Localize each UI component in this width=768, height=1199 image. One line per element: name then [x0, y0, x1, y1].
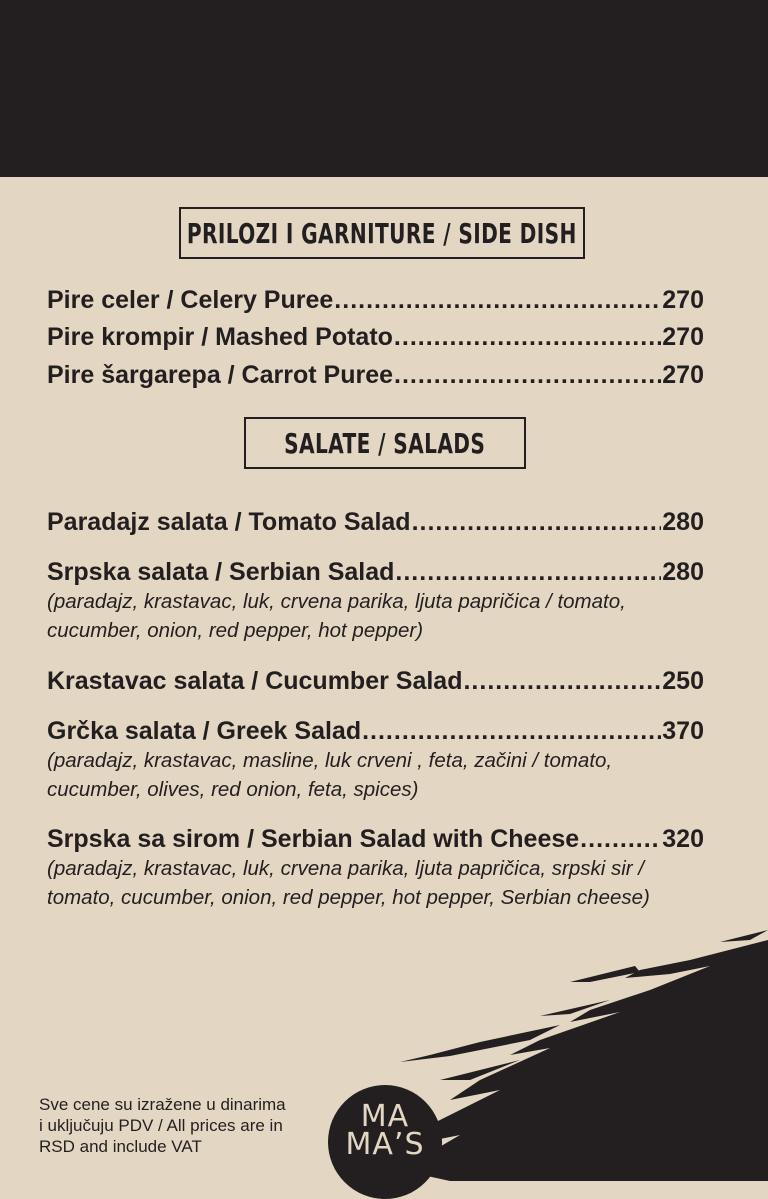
header-band: [0, 0, 768, 177]
item-price: 320: [662, 825, 704, 853]
item-price: 280: [662, 508, 704, 536]
menu-item-carrot-puree: [47, 360, 704, 390]
item-description: cucumber, onion, red pepper, hot pepper): [47, 619, 424, 642]
menu-item-serbian-salad-cheese: [47, 824, 704, 912]
item-description: tomato, cucumber, onion, red pepper, hot pepper, Serbian cheese): [47, 886, 650, 909]
menu-item-greek-salad: [47, 716, 704, 804]
dot-leader: [395, 557, 661, 587]
item-price: 270: [662, 361, 704, 389]
item-name: Paradajz salata / Tomato Salad: [47, 508, 411, 536]
item-description: (paradajz, krastavac, luk, crvena parika, ljuta papričica, srpski sir /: [47, 857, 645, 880]
item-name: Krastavac salata / Cucumber Salad: [47, 667, 463, 695]
item-price: 250: [662, 667, 704, 695]
menu-item-cucumber-salad: [47, 666, 704, 696]
item-name: Srpska sa sirom / Serbian Salad with Cheese: [47, 825, 580, 853]
price-note-line: RSD and include VAT: [39, 1137, 202, 1156]
item-description: cucumber, olives, red onion, feta, spices): [47, 778, 419, 801]
menu-item-mashed-potato: [47, 322, 704, 352]
section-title-salads: SALATE / SALADS: [244, 417, 526, 469]
dot-leader: [394, 322, 661, 352]
item-description: (paradajz, krastavac, luk, crvena parika, ljuta papričica / tomato,: [47, 590, 626, 613]
menu-item-celery-puree: [47, 285, 704, 315]
dot-leader: [362, 716, 661, 746]
item-name: Grčka salata / Greek Salad: [47, 717, 362, 745]
dot-leader: [412, 507, 662, 537]
item-name: Pire celer / Celery Puree: [47, 286, 334, 314]
logo-text-line: MA: [360, 1099, 410, 1134]
item-price: 280: [662, 558, 704, 586]
item-price: 370: [662, 717, 704, 745]
item-name: Pire šargarepa / Carrot Puree: [47, 361, 393, 389]
price-note-line: i uključuju PDV / All prices are in: [39, 1116, 283, 1135]
item-description: (paradajz, krastavac, masline, luk crveni , feta, začini / tomato,: [47, 749, 613, 772]
brush-stroke-decoration: [390, 930, 768, 1181]
price-note: [39, 1094, 319, 1157]
item-price: 270: [662, 323, 704, 351]
item-name: Srpska salata / Serbian Salad: [47, 558, 395, 586]
logo-text-line: MA’S: [345, 1127, 425, 1162]
dot-leader: [334, 285, 661, 315]
dot-leader: [580, 824, 661, 854]
menu-item-serbian-salad: [47, 557, 704, 645]
dot-leader: [463, 666, 661, 696]
section-title-side-dish: PRILOZI I GARNITURE / SIDE DISH: [179, 207, 585, 259]
mamas-logo: [328, 1085, 442, 1199]
item-name: Pire krompir / Mashed Potato: [47, 323, 393, 351]
dot-leader: [394, 360, 661, 390]
price-note-line: Sve cene su izražene u dinarima: [39, 1095, 286, 1114]
item-price: 270: [662, 286, 704, 314]
menu-item-tomato-salad: [47, 507, 704, 537]
